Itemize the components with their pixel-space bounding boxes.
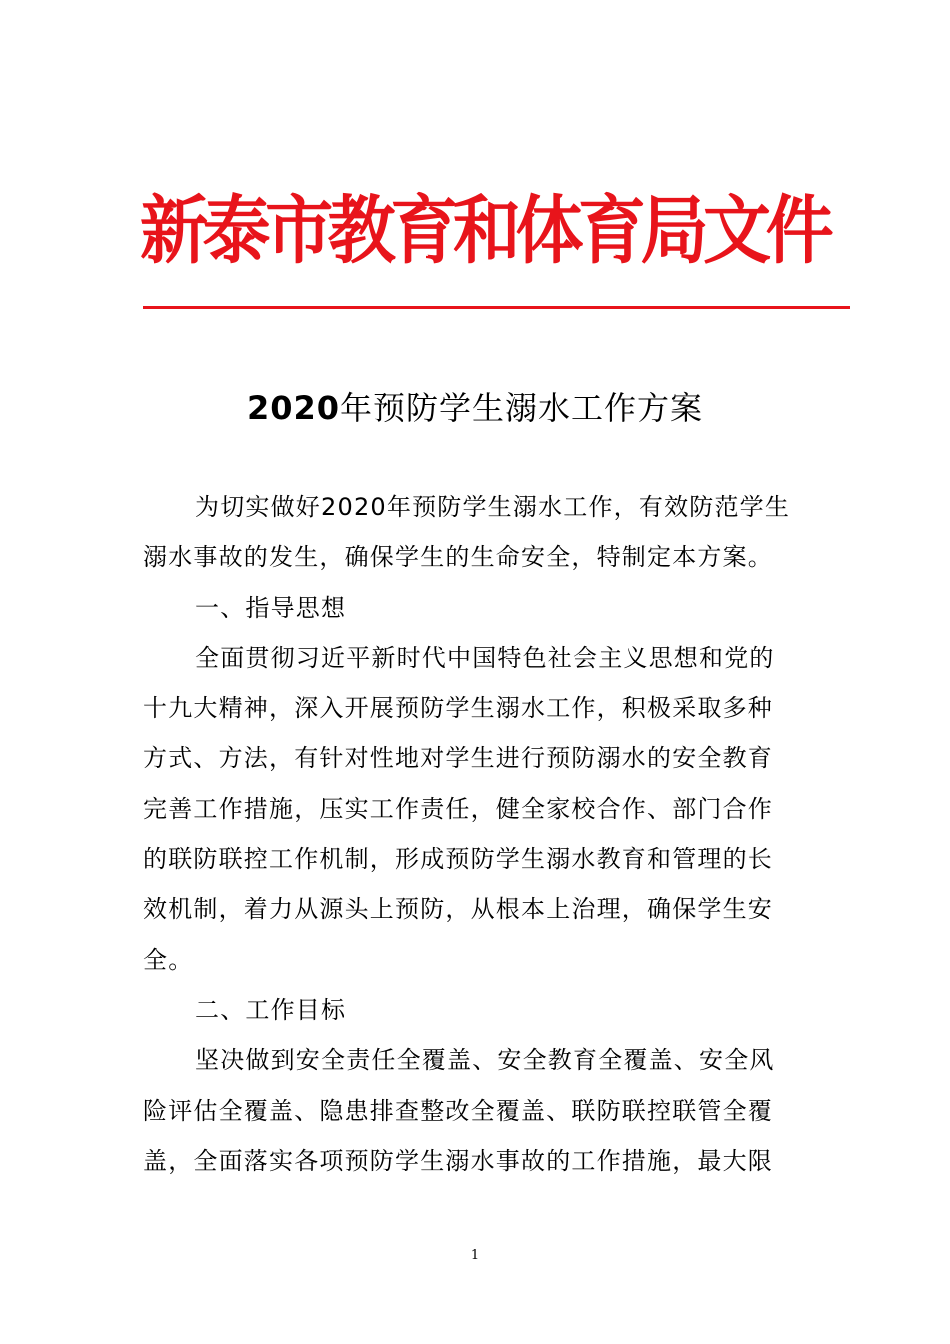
body-line: 的联防联控工作机制，形成预防学生溺水教育和管理的长 <box>143 845 773 874</box>
body-line: 完善工作措施，压实工作责任，健全家校合作、部门合作 <box>143 794 773 823</box>
masthead-red-rule <box>143 306 850 309</box>
body-line: 全。 <box>143 945 194 974</box>
body-line: 效机制，着力从源头上预防，从根本上治理，确保学生安 <box>143 895 773 924</box>
document-body <box>143 482 807 1186</box>
body-line: 方式、方法，有针对性地对学生进行预防溺水的安全教育 <box>143 744 773 773</box>
body-line: 为切实做好2020年预防学生溺水工作，有效防范学生 <box>195 493 791 521</box>
masthead-title: 新泰市教育和体育局文件 <box>140 188 829 274</box>
document-title-text: 年预防学生溺水工作方案 <box>340 389 704 427</box>
section-heading: 一、指导思想 <box>195 593 347 622</box>
page-number: 1 <box>470 1248 480 1263</box>
body-line: 险评估全覆盖、隐患排查整改全覆盖、联防联控联管全覆 <box>143 1096 773 1125</box>
body-line: 盖，全面落实各项预防学生溺水事故的工作措施，最大限 <box>143 1146 773 1175</box>
body-line: 溺水事故的发生，确保学生的生命安全，特制定本方案。 <box>143 543 773 572</box>
document-title <box>0 386 950 430</box>
body-line: 全面贯彻习近平新时代中国特色社会主义思想和党的 <box>195 643 775 672</box>
section-heading: 二、工作目标 <box>195 995 347 1024</box>
document-title-year: 2020 <box>246 389 341 427</box>
body-line: 十九大精神，深入开展预防学生溺水工作，积极采取多种 <box>143 694 773 723</box>
body-line: 坚决做到安全责任全覆盖、安全教育全覆盖、安全风 <box>195 1046 775 1075</box>
